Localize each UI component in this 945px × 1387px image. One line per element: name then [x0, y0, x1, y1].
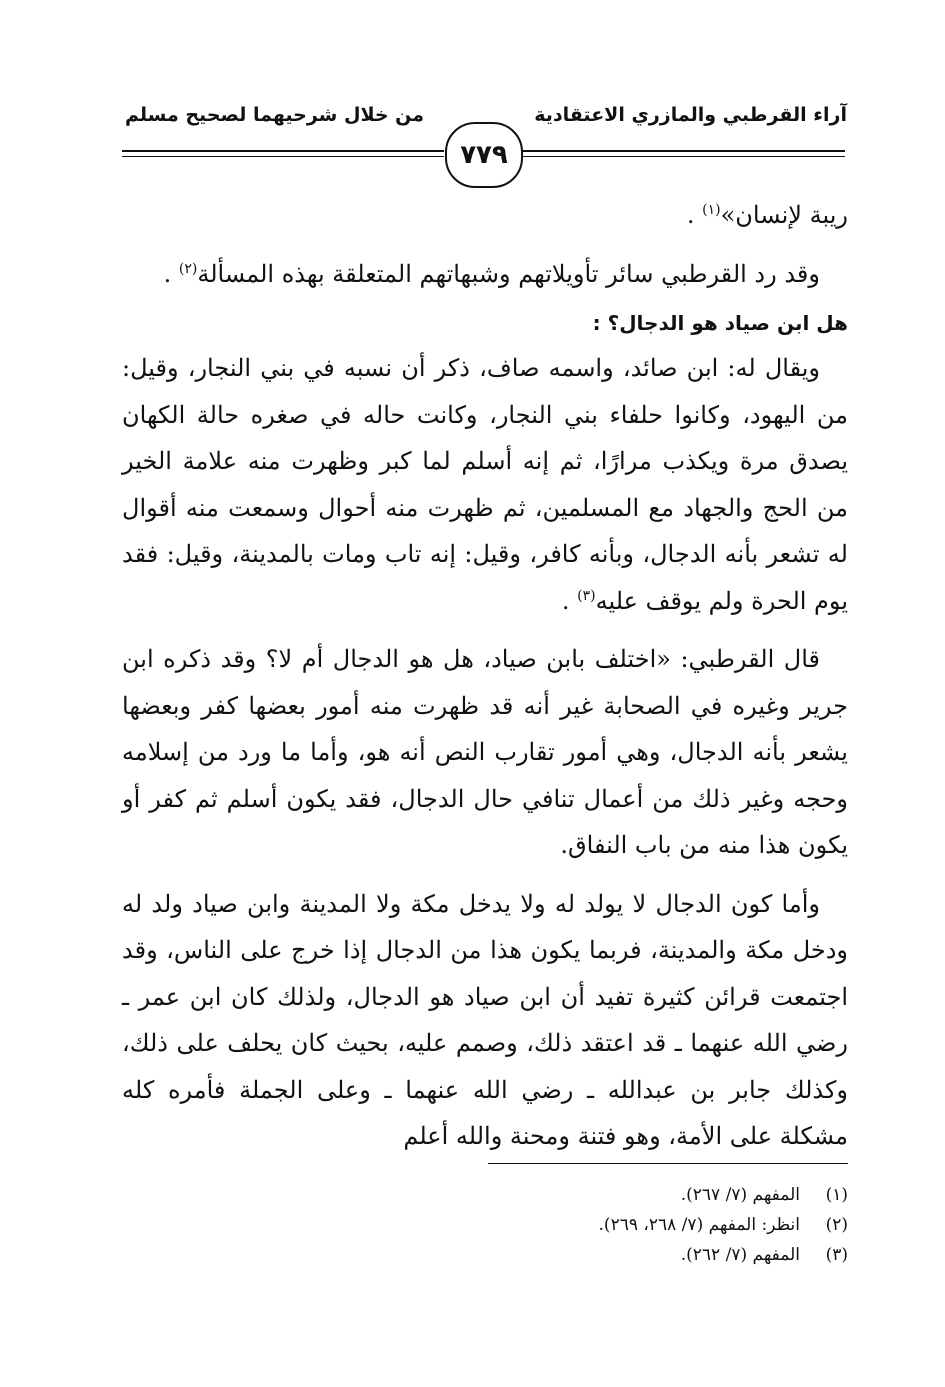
header-rule-left-top	[122, 150, 444, 152]
paragraph-2: وقد رد القرطبي سائر تأويلاتهم وشبهاتهم المتعلقة بهذه المسألة$^{(٢)}$ .	[163, 259, 820, 288]
footnote-rule	[488, 1163, 848, 1164]
section-question: هل ابن صياد هو الدجال؟ :	[592, 311, 848, 335]
footnote-ref-2: (٢)	[178, 260, 198, 277]
paragraph-4: قال القرطبي: «اختلف بابن صياد، هل هو الدجال أم لا؟ وقد ذكره ابن جرير وغيره في الصحابة غير أنه قد ظهرت منه أمور بعضها كفر وبعضها يشعر بأنه الدجال، وهي أمور تقارب النص أنه هو، وأما ما ورد من إسلامه وحجه وغير ذلك من أعمال تنافي حال الدجال، فقد يكون أسلم ثم كفر أو يكون هذا منه من باب النفاق.	[122, 645, 848, 859]
page-number: ٧٧٩	[445, 122, 523, 188]
footnote-3: (٣)المفهم (٧/ ٢٦٢).	[680, 1245, 848, 1265]
footnotes	[122, 1180, 848, 1270]
header-rule-right-bottom	[519, 156, 845, 157]
footnote-2: (٢)انظر: المفهم (٧/ ٢٦٨، ٢٦٩).	[598, 1215, 848, 1235]
main-text	[122, 192, 848, 1160]
footnote-ref-3: (٣)	[577, 587, 596, 604]
paragraph-3: ويقال له: ابن صائد، واسمه صاف، ذكر أن نسبه في بني النجار، وقيل: من اليهود، وكانوا حلفاء بني النجار، وكانت حاله في صغره حالة الكهان يصدق مرة ويكذب مرارًا، ثم إنه أسلم لما كبر وظهرت منه علامة الخير من الحج والجهاد مع المسلمين، ثم ظهرت منه أحوال وسمعت منه أقوال له تشعر بأنه الدجال، وبأنه كافر، وقيل: إنه تاب ومات بالمدينة، وقيل: فقد يوم الحرة ولم يوقف عليه$^{(٣)}$ .	[122, 354, 848, 615]
running-header-right: آراء القرطبي والمازري الاعتقادية	[534, 104, 847, 126]
paragraph-1: ريبة لإنسان»$^{(١)}$ .	[686, 201, 848, 229]
paragraph-5: وأما كون الدجال لا يولد له ولا يدخل مكة ولا المدينة وابن صياد ولد له ودخل مكة والمدينة، فربما يكون هذا من الدجال إذا خرج على الناس، وقد اجتمعت قرائن كثيرة تفيد أن ابن صياد هو الدجال، ولذلك كان ابن عمر ـ رضي الله عنهما ـ قد اعتقد ذلك، وصمم عليه، بحيث كان يحلف على ذلك، وكذلك جابر بن عبدالله ـ رضي الله عنهما ـ وعلى الجملة فأمره كله مشكلة على الأمة، وهو فتنة ومحنة والله أعلم	[122, 889, 848, 1150]
header-rule-right-top	[519, 150, 845, 152]
footnote-1: (١)المفهم (٧/ ٢٦٧).	[680, 1185, 848, 1205]
header-rule-left-bottom	[122, 156, 444, 157]
footnote-ref-1: (١)	[702, 202, 721, 218]
running-header-left: من خلال شرحيهما لصحيح مسلم	[125, 104, 425, 126]
